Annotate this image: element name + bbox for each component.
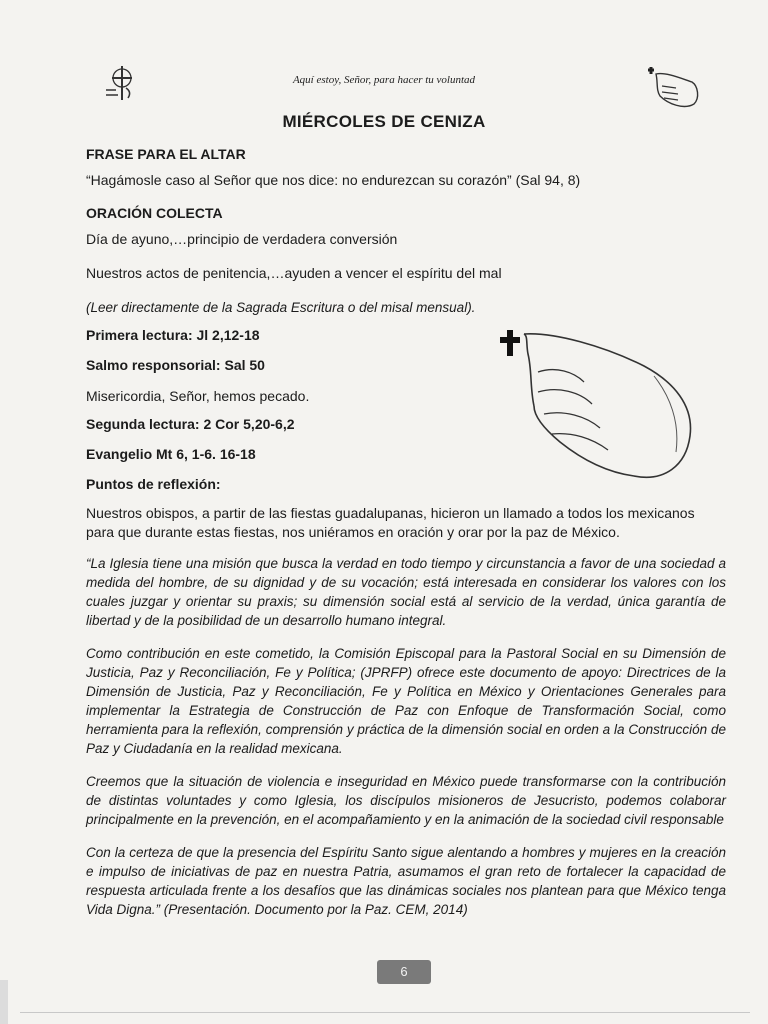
frase-heading: FRASE PARA EL ALTAR [86,146,246,162]
hand-with-ash-cross-illustration [494,326,704,486]
bottom-rule [20,1012,750,1013]
frase-text: “Hagámosle caso al Señor que nos dice: no endurezcan su corazón” (Sal 94, 8) [86,172,581,188]
paragraph-2: “La Iglesia tiene una misión que busca la verdad en todo tiempo y circunstancia a favor de una sociedad a medida del hombre, de su dignidad y de su vocación; está interesada en considerar los valores con los cuales juzgar y orientar su praxis; su dimensión social está al servicio de la verdad, única garantía de libertad y de la posibilidad de un desarrollo humano integral. [86,556,726,628]
leer-note: (Leer directamente de la Sagrada Escritura o del misal mensual). [86,300,476,315]
page-number: 6 [377,960,431,984]
header-motto: Aquí estoy, Señor, para hacer tu voluntad [292,74,476,86]
paragraph-5: Con la certeza de que la presencia del Espíritu Santo sigue alentando a hombres y mujeres en la creación e impulso de iniciativas de paz en nuestra Patria, asumamos el gran reto de fortalecer la capacidad de respuesta articulada frente a los desafíos que las dinámicas sociales nos plantean para que México tenga Vida Digna.” (Presentación. Documento por la Paz. CEM, 2014) [86,845,726,917]
puntos-heading: Puntos de reflexión: [86,476,221,492]
paragraph-1: Nuestros obispos, a partir de las fiestas guadalupanas, hicieron un llamado a todos los mexicanos para que durante estas fiestas, nos uniéramos en oración y orar por la paz de México. [86,505,695,540]
scan-edge [0,980,8,1024]
page-title: MIÉRCOLES DE CENIZA [282,112,486,131]
segunda-lectura: Segunda lectura: 2 Cor 5,20-6,2 [86,416,295,432]
oracion-line-1: Día de ayuno,…principio de verdadera conversión [86,231,398,247]
main-content [86,146,726,933]
primera-lectura: Primera lectura: Jl 2,12-18 [86,327,260,343]
paragraph-3: Como contribución en este cometido, la Comisión Episcopal para la Pastoral Social en su Dimensión de Justicia, Paz y Reconciliación, Fe y Política; (JPRFP) ofrece este documento de apoyo: Directrices de la Dimensión de Justicia, Paz y Reconciliación, Fe y Política en México y Orientaciones Generales para implementar la Estrategia de Construcción de Paz con Enfoque de Transformación Social, como herramienta para la reflexión, comprensión y práctica de la dimensión social en orden a la Construcción de Paz y Ciudadanía en la realidad mexicana. [86,646,726,756]
hand-ash-cross-icon [644,64,704,112]
salmo-responsorial: Salmo responsorial: Sal 50 [86,357,265,373]
salmo-response: Misericordia, Señor, hemos pecado. [86,388,310,404]
evangelio: Evangelio Mt 6, 1-6. 16-18 [86,446,256,462]
oracion-line-2: Nuestros actos de penitencia,…ayuden a vencer el espíritu del mal [86,265,502,281]
oracion-heading: ORACIÓN COLECTA [86,205,223,221]
paragraph-4: Creemos que la situación de violencia e inseguridad en México puede transformarse con la contribución de distintas voluntades y como Iglesia, los discípulos misioneros de Jesucristo, podemos colaborar principalmente en la prevención, en el acompañamiento y en la animación de la sociedad civil responsable [86,774,726,827]
